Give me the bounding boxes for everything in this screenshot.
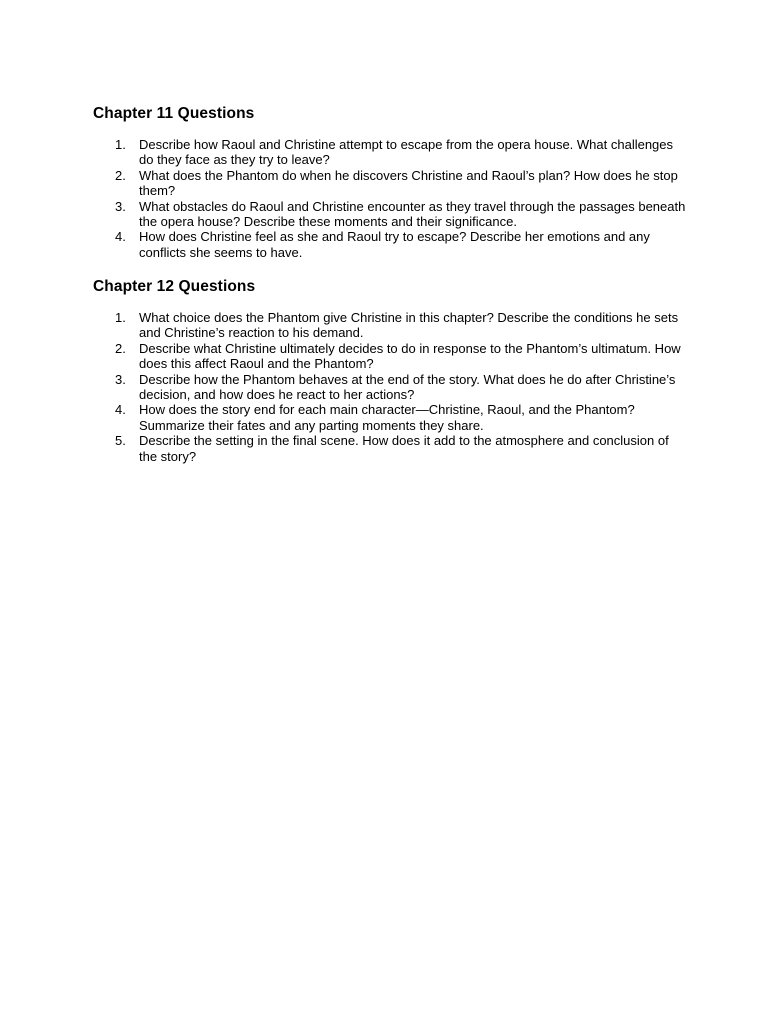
question-item: [93, 199, 689, 230]
question-item: [93, 310, 689, 341]
chapter-11-question-list: [93, 137, 693, 260]
question-text: Describe what Christine ultimately decides to do in response to the Phantom’s ultimatum. How does this affect Raoul and the Phantom?: [139, 340, 681, 372]
question-item: [93, 229, 689, 260]
question-number: 1.: [115, 137, 126, 152]
question-number: 4.: [115, 229, 126, 245]
question-number: 4.: [115, 402, 126, 418]
question-text: How does the story end for each main character—Christine, Raoul, and the Phantom? Summarize their fates and any parting moments they share.: [139, 402, 635, 433]
question-item: [93, 402, 689, 433]
question-text: Describe how the Phantom behaves at the end of the story. What does he do after Christine’s decision, and how does he react to her actions?: [139, 371, 676, 403]
chapter-11-heading: Chapter 11 Questions: [93, 105, 255, 122]
question-number: 2.: [115, 167, 126, 183]
question-item: [93, 341, 689, 372]
question-text: What obstacles do Raoul and Christine encounter as they travel through the passages beneath the opera house? Describe these moments and their significance.: [139, 198, 686, 230]
chapter-12-heading: Chapter 12 Questions: [93, 278, 256, 295]
question-text: How does Christine feel as she and Raoul try to escape? Describe her emotions and any conflicts she seems to have.: [139, 229, 650, 260]
question-number: 3.: [115, 371, 126, 387]
question-text: What choice does the Phantom give Christine in this chapter? Describe the conditions he sets and Christine’s reaction to his demand.: [139, 310, 679, 341]
question-item: [93, 168, 689, 199]
question-text: Describe the setting in the final scene. How does it add to the atmosphere and conclusion of the story?: [139, 433, 669, 464]
question-text: What does the Phantom do when he discovers Christine and Raoul’s plan? How does he stop them?: [139, 167, 678, 199]
question-number: 2.: [115, 340, 126, 356]
chapter-12-section: [93, 277, 693, 464]
question-number: 3.: [115, 198, 126, 214]
question-number: 1.: [115, 310, 126, 325]
question-item: [93, 433, 689, 464]
question-item: [93, 372, 689, 403]
question-number: 5.: [115, 433, 126, 449]
question-item: [93, 137, 689, 168]
question-text: Describe how Raoul and Christine attempt to escape from the opera house. What challenges do they face as they try to leave?: [139, 137, 674, 168]
chapter-12-question-list: [93, 310, 693, 464]
chapter-11-section: [93, 104, 693, 260]
